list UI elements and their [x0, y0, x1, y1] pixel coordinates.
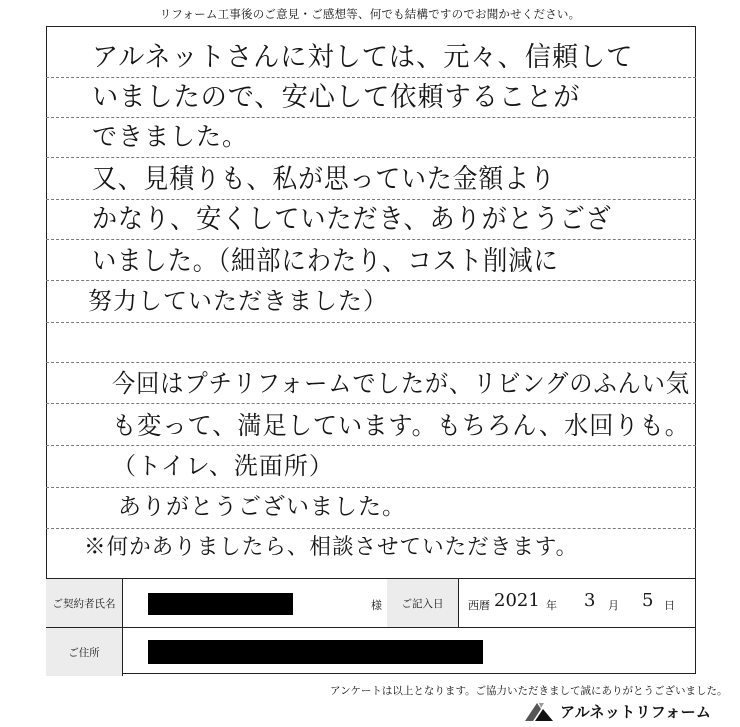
- era-label: 西暦: [468, 599, 490, 612]
- logo-text: アルネットリフォーム: [560, 703, 712, 721]
- ruled-line: [46, 528, 696, 529]
- year-unit: 年: [546, 599, 557, 612]
- ruled-line: [46, 403, 696, 404]
- handwritten-line: できました。: [92, 122, 249, 151]
- honorific-sama: 様: [371, 599, 382, 612]
- ruled-line: [46, 239, 696, 240]
- ruled-line: [46, 445, 696, 446]
- day-unit: 日: [664, 599, 675, 612]
- survey-instruction: リフォーム工事後のご意見・ご感想等、何でも結構ですのでお聞かせください。: [159, 7, 581, 21]
- date-day: 5: [642, 590, 654, 611]
- handwritten-line: も変って、満足しています。もちろん、水回りも。: [112, 411, 690, 440]
- divider: [122, 628, 123, 676]
- ruled-line: [46, 157, 696, 158]
- handwritten-line: ※何かありましたら、相談させていただきます。: [84, 535, 579, 560]
- handwritten-line: ありがとうございました。: [118, 494, 406, 520]
- month-unit: 月: [608, 599, 619, 612]
- ruled-line: [46, 280, 696, 281]
- handwritten-line: いました。（細部にわたり、コスト削減に: [92, 246, 559, 277]
- redacted-address: [148, 640, 483, 664]
- ruled-line: [46, 362, 696, 363]
- divider: [458, 579, 459, 627]
- closing-note: アンケートは以上となります。ご協力いただきまして誠にありがとうございました。: [330, 685, 728, 697]
- name-label: ご契約者氏名: [46, 579, 122, 627]
- company-logo: [522, 699, 722, 723]
- ruled-line: [46, 322, 696, 323]
- date-year: 2021: [494, 590, 540, 611]
- name-date-row: [46, 579, 696, 627]
- handwritten-line: いましたので、安心して依頼することが: [92, 82, 581, 113]
- ruled-line: [46, 199, 696, 200]
- divider: [122, 579, 123, 627]
- ruled-line: [46, 117, 696, 118]
- handwritten-line: 努力していただきました）: [88, 287, 388, 315]
- date-month: 3: [584, 590, 596, 611]
- redacted-name: [148, 593, 293, 615]
- ruled-line: [46, 487, 696, 488]
- handwritten-line: 今回はプチリフォームでしたが、リビングのふんい気: [112, 369, 691, 398]
- handwritten-line: かなり、安くしていただき、ありがとうござ: [92, 204, 612, 235]
- handwritten-line: アルネットさんに対しては、元々、信頼して: [92, 42, 634, 73]
- customer-info-table: [46, 578, 696, 674]
- address-row: [46, 627, 696, 676]
- logo-mark-icon: [522, 699, 556, 723]
- ruled-line: [46, 77, 696, 78]
- address-label: ご住所: [46, 628, 122, 676]
- handwritten-line: 又、見積りも、私が思っていた金額より: [92, 164, 556, 195]
- date-label: ご記入日: [387, 579, 458, 627]
- handwritten-line: （トイレ、洗面所）: [112, 452, 334, 480]
